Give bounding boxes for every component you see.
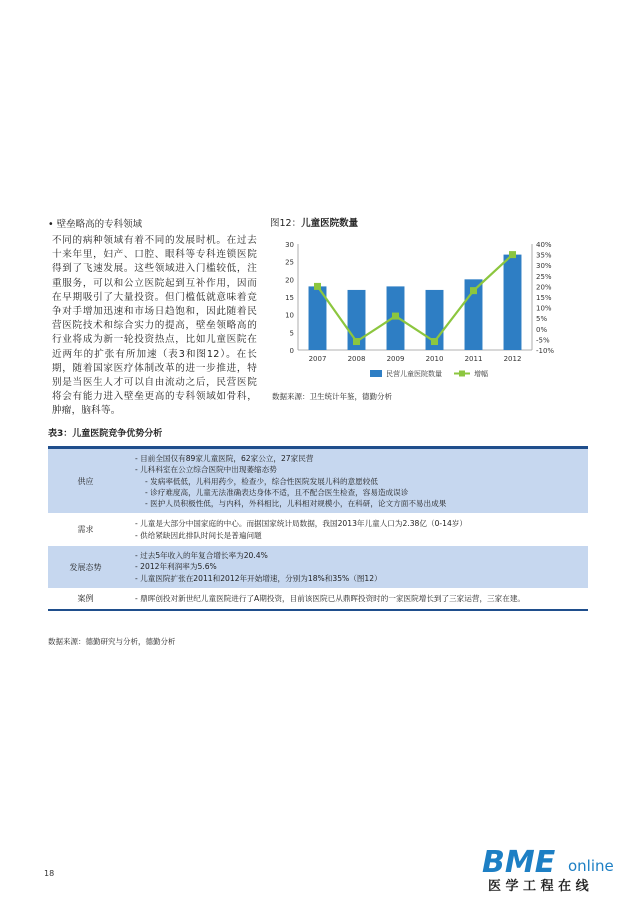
row-label: 案例 xyxy=(77,594,94,604)
y-left-tick-label: 20 xyxy=(285,276,294,285)
row-bullet: - 儿科科室在公立综合医院中出现萎缩态势 xyxy=(135,465,277,475)
row-bullet: - 医护人员积极性低，与内科，外科相比，儿科相对规模小，在科研，论文方面不易出成果 xyxy=(145,499,447,509)
table-row xyxy=(48,514,588,546)
legend-line-marker xyxy=(459,371,465,377)
y-right-tick-label: 40% xyxy=(536,241,552,249)
bar xyxy=(504,255,522,350)
figure-title-text: 儿童医院数量 xyxy=(301,218,359,229)
figure-label: 图12： xyxy=(270,218,302,229)
row-bullet: - 供给紧缺因此排队时间长是普遍问题 xyxy=(135,530,262,540)
legend-line-label: 增幅 xyxy=(474,370,488,378)
table-title: 表3：儿童医院竞争优势分析 xyxy=(48,429,163,439)
growth-point xyxy=(431,338,438,345)
row-bullet: - 诊疗难度高，儿童无法准确表达身体不适，且不配合医生检查，容易造成误诊 xyxy=(145,487,409,497)
x-tick-label: 2009 xyxy=(386,355,405,363)
row-label: 需求 xyxy=(77,525,94,535)
row-bullet: - 儿童是大部分中国家庭的中心。而据国家统计局数据，我国2013年儿童人口为2.38亿（0-14岁） xyxy=(135,519,467,529)
section-heading: • 壁垒略高的专科领域 xyxy=(48,219,143,230)
growth-point xyxy=(509,251,516,258)
growth-line xyxy=(318,255,513,342)
row-content xyxy=(123,449,588,513)
growth-point xyxy=(353,338,360,345)
row-label: 供应 xyxy=(48,449,123,513)
y-left-tick-label: 25 xyxy=(285,258,294,267)
x-tick-label: 2007 xyxy=(308,355,327,363)
x-tick-label: 2012 xyxy=(503,355,522,363)
table-source: 数据来源：德勤研究与分析，德勤分析 xyxy=(48,637,176,646)
row-bullet: - 鼎晖创投对新世纪儿童医院进行了A期投资，目前该医院已从鼎晖投资时的一家医院增长到了三家运营，三家在建。 xyxy=(135,593,526,603)
growth-point xyxy=(470,287,477,294)
y-right-tick-label: 30% xyxy=(536,262,552,271)
legend-bar-label: 民营儿童医院数量 xyxy=(386,370,442,378)
y-left-tick-label: 30 xyxy=(285,241,294,249)
logo-main-text: BME xyxy=(482,845,556,880)
row-bullet: - 目前全国仅有89家儿童医院，62家公立，27家民营 xyxy=(135,454,314,463)
y-right-tick-label: 5% xyxy=(536,315,548,324)
growth-point xyxy=(314,283,321,290)
growth-point xyxy=(392,313,399,320)
row-bullet: - 发病率低低，儿科用药少，检查少，综合性医院发展儿科的意愿较低 xyxy=(145,476,378,486)
y-right-tick-label: 0% xyxy=(536,325,548,334)
y-right-tick-label: 35% xyxy=(536,251,552,260)
hospital-count-chart xyxy=(270,232,590,387)
y-left-tick-label: 5 xyxy=(289,329,294,338)
logo-graphic xyxy=(480,842,630,892)
y-right-tick-label: 15% xyxy=(536,294,552,302)
y-left-tick-label: 15 xyxy=(285,294,294,302)
y-left-tick-label: 0 xyxy=(289,347,294,355)
y-right-tick-label: 25% xyxy=(536,272,552,281)
x-tick-label: 2010 xyxy=(425,355,444,363)
row-label: 发展态势 xyxy=(48,546,123,588)
row-bullet: - 过去5年收入的年复合增长率为20.4% xyxy=(135,551,268,561)
y-right-tick-label: 20% xyxy=(536,283,552,292)
legend-bar-swatch xyxy=(370,370,382,377)
figure-title xyxy=(270,215,358,229)
table-row xyxy=(48,449,588,514)
logo-suffix-text: online xyxy=(568,857,614,875)
row-bullet: - 2012年利润率为5.6% xyxy=(135,562,217,572)
row-content xyxy=(123,514,588,545)
page-number: 18 xyxy=(44,869,55,878)
row-bullet: - 儿童医院扩张在2011和2012年开始增速，分别为18%和35%（图12） xyxy=(135,573,382,583)
table-row xyxy=(48,546,588,589)
logo-tagline: 医 学 工 程 在 线 xyxy=(488,879,589,892)
x-tick-label: 2008 xyxy=(347,355,366,363)
bme-online-logo xyxy=(480,842,630,892)
row-content xyxy=(123,589,588,608)
y-right-tick-label: 10% xyxy=(536,304,552,313)
row-content xyxy=(123,546,588,588)
table-bottom-rule xyxy=(48,609,588,611)
competition-table xyxy=(48,446,588,611)
y-left-tick-label: 10 xyxy=(285,311,294,320)
x-tick-label: 2011 xyxy=(464,355,483,363)
body-paragraph: 不同的病种领域有着不同的发展时机。在过去十来年里，妇产、口腔、眼科等专科连锁医院得到了飞速发展。这些领域进入门槛较低，注重服务，可以和公立医院起到互补作用，因而在早期吸引了大量投资。但门槛低就意味着竞争对手增加迅速和市场日趋饱和，因此随着民营医院技术和综合实力的提高，壁垒领略高的行业将成为新一轮投资热点，比如儿童医院在近两年的扩张有所加速（表3和图12）。在长期，随着国家医疗体制改革的进一步推进，特别是当医生人才可以自由流动之后，民营医院将会有能力进入壁垒更高的专科领域如骨科，肿瘤，脑科等。 xyxy=(52,235,257,417)
table-row xyxy=(48,589,588,609)
figure-source: 数据来源：卫生统计年鉴，德勤分析 xyxy=(272,392,392,401)
y-right-tick-label: -10% xyxy=(536,347,555,355)
y-right-tick-label: -5% xyxy=(536,336,550,345)
